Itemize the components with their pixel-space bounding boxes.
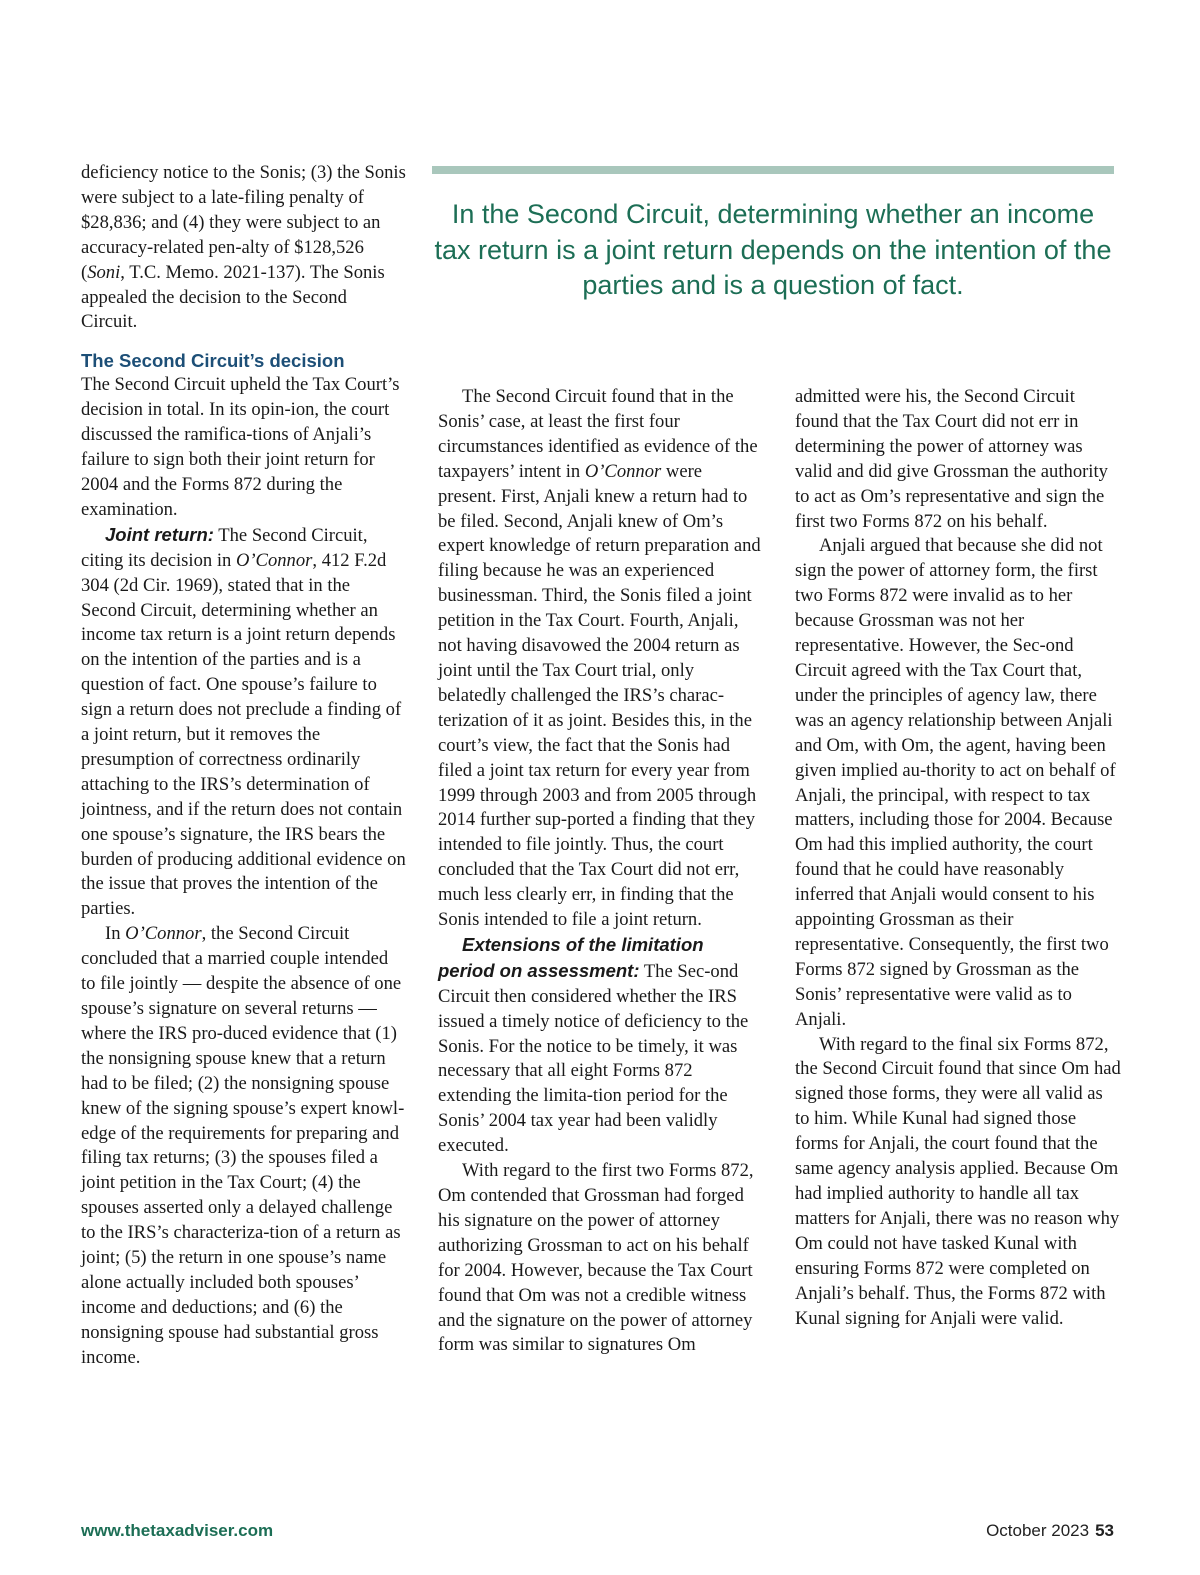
paragraph [438, 933, 764, 1159]
footer-website-link[interactable]: www.thetaxadviser.com [81, 1521, 274, 1540]
article-column-2 [438, 385, 764, 1358]
text-run: deficiency notice to the Sonis; (3) the Sonis were subject to a late-filing penalty of $28,836; and (4) they were subject to an accuracy-related pen-alty of $128,526 ( [81, 162, 406, 283]
section-heading: The Second Circuit’s decision [81, 350, 345, 372]
text-run: , 412 F.2d 304 (2d Cir. 1969), stated that in the Second Circuit, determining whether an income tax return is a joint return depends on the intention of the parties and is a question of fact. One spouse’s failure to sign a return does not preclude a finding of a joint return, but it removes the presumption of correctness ordinarily attaching to the IRS’s determination of jointness, and if the return does not contain one spouse’s signature, the IRS bears the burden of producing additional evidence on the issue that proves the intention of the parties. [81, 549, 406, 920]
text-run: The Sec-ond Circuit then considered whether the IRS issued a timely notice of deficiency to the Sonis. For the notice to be timely, it was necessary that all eight Forms 872 extending the limita-tion period for the Sonis’ 2004 tax year had been validly executed. [438, 960, 749, 1157]
page-number: 53 [1095, 1521, 1114, 1540]
text-run: were present. First, Anjali knew a return had to be filed. Second, Anjali knew of Om’s expert knowledge of return preparation and filing because he was an experienced businessman. Third, the Sonis filed a joint petition in the Tax Court. Fourth, Anjali, not having disavowed the 2004 return as joint until the Tax Court trial, only belatedly challenged the IRS’s charac-terization of it as joint. Besides this, in the court’s view, the fact that the Sonis had filed a joint tax return for every year from 1999 through 2003 and from 2005 through 2014 further sup-ported a finding that they intended to file jointly. Thus, the court concluded that the Tax Court did not err, much less clearly err, in finding that the Sonis intended to file a joint return. [438, 460, 761, 931]
case-name: Soni [87, 261, 121, 283]
paragraph: Anjali argued that because she did not sign the power of attorney form, the first two Forms 872 were invalid as to her because Grossman was not her representative. However, the Sec-ond Circuit agreed with the Tax Court that, under the principles of agency law, there was an agency relationship between Anjali and Om, with Om, the agent, having been given implied au-thority to act on behalf of Anjali, the principal, with respect to tax matters, including those for 2004. Because Om had this implied authority, the court found that he could have reasonably inferred that Anjali would consent to his appointing Grossman as their representative. Consequently, the first two Forms 872 signed by Grossman as the Sonis’ representative were valid as to Anjali. [795, 535, 1116, 1030]
text-run: , T.C. Memo. 2021-137). The Sonis appealed the decision to the Second Circuit. [81, 261, 385, 333]
paragraph [81, 523, 407, 923]
pull-quote: In the Second Circuit, determining whether an income tax return is a joint return depends on the intention of the parties and is a question of fact. [434, 199, 1112, 300]
paragraph [81, 922, 407, 1370]
case-name: O’Connor [125, 923, 202, 945]
paragraph [438, 385, 764, 933]
paragraph: With regard to the final six Forms 872, the Second Circuit found that since Om had signed those forms, they were all valid as to him. While Kunal had signed those forms for Anjali, the court found that the same agency analysis applied. Because Om had implied authority to handle all tax matters for Anjali, there was no reason why Om could not have tasked Kunal with ensuring Forms 872 were completed on Anjali’s behalf. Thus, the Forms 872 with Kunal signing for Anjali were valid. [795, 1033, 1121, 1329]
case-name: O’Connor [235, 549, 313, 571]
article-column-1 [81, 161, 407, 1371]
pull-quote-rule [432, 166, 1114, 174]
run-in-heading: Joint return: [105, 523, 214, 545]
paragraph: admitted were his, the Second Circuit found that the Tax Court did not err in determining the power of attorney was valid and did give Grossman the authority to act as Om’s representative and sign the first two Forms 872 on his behalf. [795, 386, 1108, 532]
text-run: In [105, 923, 126, 945]
footer-issue-info [986, 1521, 1114, 1541]
issue-date: October 2023 [986, 1521, 1090, 1540]
case-name: O’Connor [584, 460, 662, 482]
text-run: , the Second Circuit concluded that a married couple intended to file jointly — despite the absence of one spouse’s signature on several returns — where the IRS pro-duced evidence that (1) the nonsigning spouse knew that a return had to be filed; (2) the nonsigning spouse knew of the signing spouse’s expert knowl-edge of the requirements for preparing and filing tax returns; (3) the spouses filed a joint petition in the Tax Court; (4) the spouses asserted only a delayed challenge to the IRS’s characteriza-tion of a return as joint; (5) the return in one spouse’s name alone actually included both spouses’ income and deductions; and (6) the nonsigning spouse had substantial gross income. [81, 923, 405, 1368]
paragraph: With regard to the first two Forms 872, Om contended that Grossman had forged his signature on the power of attorney authorizing Grossman to act on his behalf for 2004. However, because the Tax Court found that Om was not a credible witness and the signature on the power of attorney form was similar to signatures Om [438, 1160, 754, 1356]
text-run: The Second Circuit, citing its decision in [81, 524, 368, 571]
run-in-heading: Extensions of the limitation period on assessment: [438, 933, 704, 981]
article-column-3 [795, 385, 1121, 1331]
text-run: The Second Circuit found that in the Sonis’ case, at least the first four circumstances identified as evidence of the taxpayers’ intent in [438, 386, 758, 482]
paragraph: The Second Circuit upheld the Tax Court’s decision in total. In its opin-ion, the court discussed the ramifica-tions of Anjali’s failure to sign both their joint return for 2004 and the Forms 872 during the examination. [81, 374, 400, 520]
paragraph [81, 161, 407, 335]
